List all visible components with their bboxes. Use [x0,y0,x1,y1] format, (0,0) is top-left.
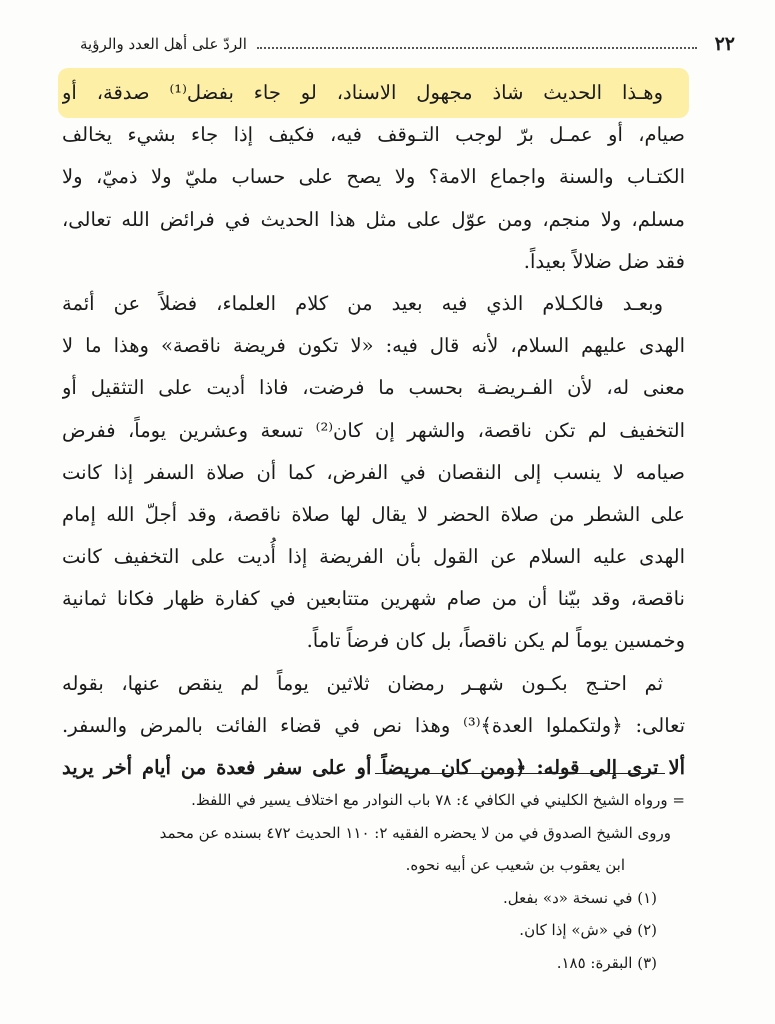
text-line: الهدى عليهم السلام، لأنه قال فيه: «لا تكون فريضة ناقصة» وهذا ما لا [62,334,685,358]
footnote-1: (١) في نسخة «د» بفعل. [503,888,657,907]
text-line: صيامه لا ينسب إلى النقصان في الفرض، كما أن صلاة السفر إذا كانت [62,460,685,484]
running-header [80,30,735,58]
header-dotted-leader [257,47,697,49]
text-line: الكتـاب والسنة واجماع الامة؟ ولا يصح على حساب مليّ ولا ذميّ، ولا [62,165,685,189]
quran-quote-line: تعالى: ﴿ولتكملوا العدة﴾⁽³⁾ وهذا نص في قضاء الفائت بالمرض والسفر. [62,713,685,737]
page-number: ٢٢ [714,33,735,55]
footnote-2: (٢) في «ش» إذا كان. [519,921,657,939]
footnote-separator [375,773,665,774]
highlighted-line: وهـذا الحديث شاذ مجهول الاسناد، لو جاء بفضل⁽¹⁾ صدقة، أو [62,72,685,114]
footnote-line: ابن يعقوب بن شعيب عن أبيه نحوه. [405,856,625,874]
text-line: ناقصة، وقد بيّنا أن من صام شهرين متتابعين في كفارة ظهار فكانا ثمانية [62,587,685,611]
text-line: وخمسين يوماً لم يكن ناقصاً، بل كان فرضاً تاماً. [306,629,685,653]
text-line: ثم احتـج بكـون شهـر رمضان ثلاثين يوماً لم ينقص عنها، بقوله [62,671,663,695]
footnote-line: وروى الشيخ الصدوق في من لا يحضره الفقيه ٢: ١١٠ الحديث ٤٧٢ بسنده عن محمد [159,823,671,842]
text-line: وبعـد فالكـلام الذي فيه بعيد من كلام العلماء، فضلاً عن أئمة [62,291,663,315]
text-line: فقد ضل ضلالاً بعيداً. [523,249,685,273]
text-line: مسلم، ولا منجم، ومن عوّل على مثل هذا الحديث في فرائض الله تعالى، [62,207,685,231]
text-line: معنى له، لأن الفـريضـة بحسب ما فرضت، فاذا أديت على التثقيل أو [62,376,685,400]
text-line: صيام، أو عمـل برّ لوجب التـوقف فيه، فكيف إذا جاء بشيء يخالف [62,123,685,147]
text-line: التخفيف لم تكن ناقصة، والشهر إن كان⁽²⁾ تسعة وعشرين يوماً، ففرض [62,418,685,442]
footnote-3: (٣) البقرة: ١٨٥. [556,953,657,972]
footnotes [80,784,685,979]
running-title: الردّ على أهل العدد والرؤية [80,35,247,53]
main-text [62,72,685,789]
text-line: على الشطر من صلاة الحضر لا يقال لها صلاة ناقصة، وقد أجلّ الله إمام [62,502,685,526]
text-line: الهدى عليه السلام عن القول بأن الفريضة إذا أُديت على التخفيف كانت [62,545,685,569]
footnote-continuation: = ورواه الشيخ الكليني في الكافي ٤: ٧٨ باب النوادر مع اختلاف يسير في اللفظ. [191,791,685,809]
quran-quote-line: ألا ترى إلى قوله: ﴿ومن كان مريضاً أو على سفر فعدة من أيام أخر يريد [62,756,685,779]
